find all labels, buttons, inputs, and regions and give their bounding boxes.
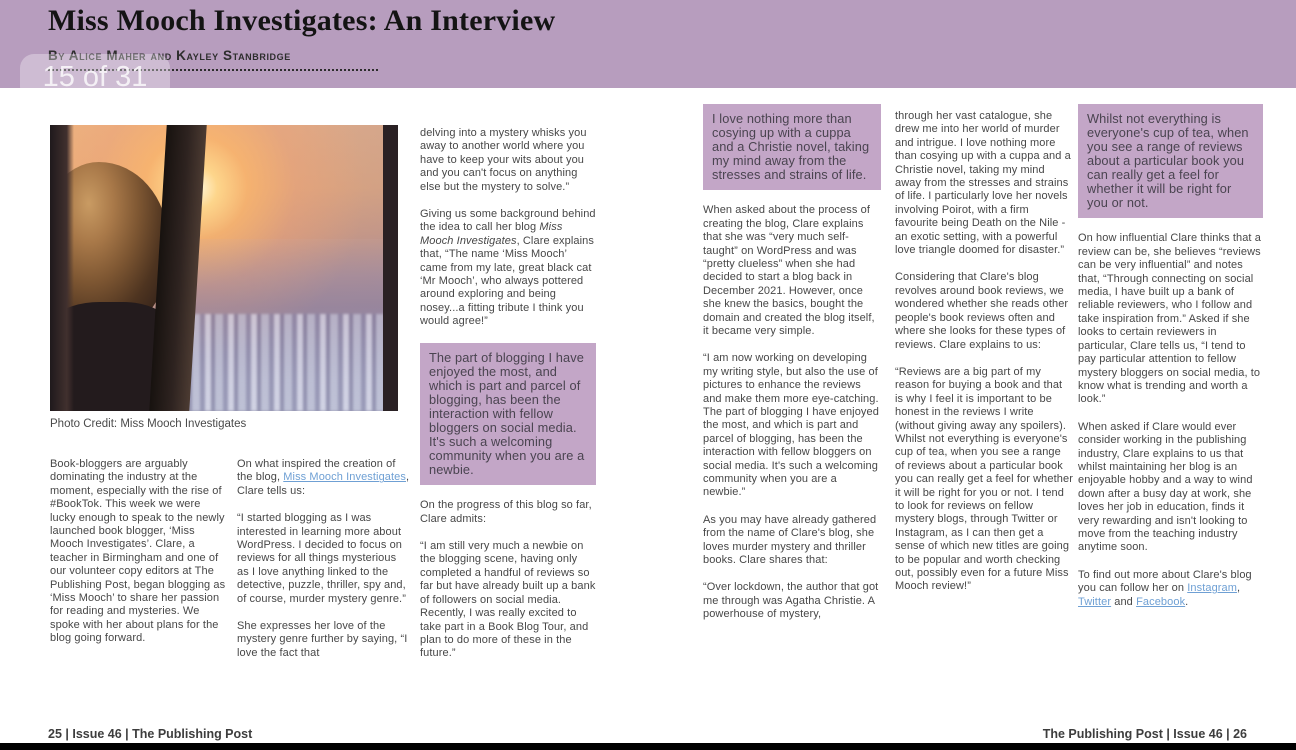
- text-column-1: [50, 458, 226, 660]
- paragraph: “Reviews are a big part of my reason for buying a book and that is why I feel it is important to be honest in the reviews I write (without giving away any spoilers). Whilst not everything is everyone's cup of tea, when you see a range of reviews about a particular book you can really get a feel for whether it will be right for you or not. I tend to look for reviews on fellow mystery blogs, through Twitter or Instagram, as I can then get a sense of which new titles are going to be popular and worth checking out, possibly even for a future Miss Mooch review!”: [895, 365, 1073, 593]
- paragraph: [237, 458, 410, 498]
- paragraph: “I am still very much a newbie on the blogging scene, having only completed a handful of reviews so far but have already built up a bank of followers on social media. Recently, I was really excited to take part in a Book Blog Tour, and plan to do more of these in the future.”: [420, 540, 596, 660]
- window-bar: [383, 125, 398, 411]
- text-column-6: [1078, 104, 1263, 623]
- paragraph: On the progress of this blog so far, Clare admits:: [420, 499, 592, 525]
- pull-quote: I love nothing more than cosying up with a cuppa and a Christie novel, taking my mind away from the stresses and strains of life.: [703, 104, 881, 190]
- text-run: To find out more about Clare's blog you can follow her on: [1078, 568, 1252, 595]
- miss-mooch-investigates-link[interactable]: Miss Mooch Investigates: [283, 471, 407, 484]
- pull-quote: Whilst not everything is everyone's cup of tea, when you see a range of reviews about a particular book you can really get a feel for whether it will be right for you or not.: [1078, 104, 1263, 218]
- article-byline: By Alice Maher and Kayley Stanbridge: [48, 48, 291, 63]
- paragraph: through her vast catalogue, she drew me into her world of murder and intrigue. I love nothing more than cosying up with a cuppa and a Christie novel, taking my mind away from the stresses and strains of life. I particularly love her novels involving Poirot, with a firm favourite being Death on the Nile - an exotic setting, with a powerful love triangle doomed for disaster.”: [895, 110, 1071, 257]
- blog-name-italic: Miss Mooch Investigates: [420, 221, 563, 247]
- facebook-link[interactable]: Facebook: [1136, 595, 1186, 608]
- paragraph: delving into a mystery whisks you away to another world where you have to keep your wits about you and you can't focus on anything else but the mystery to solve.”: [420, 127, 587, 193]
- article-header-band: [0, 0, 1296, 88]
- page-footer-right: The Publishing Post | Issue 46 | 26: [1042, 727, 1247, 741]
- text-run: , Clare tells us:: [237, 471, 410, 497]
- paragraph: [420, 208, 596, 329]
- bottom-bar: [0, 743, 1296, 750]
- city-skyline: [182, 314, 384, 411]
- page-indicator-badge: 15 of 31: [20, 54, 170, 101]
- text-column-5: [895, 110, 1073, 608]
- text-column-2: [237, 458, 410, 674]
- text-run: On what inspired the creation of the blog,: [237, 458, 396, 484]
- paragraph: When asked if Clare would ever consider working in the publishing industry, Clare explains to us that whilst maintaining her blog is an enjoyable hobby and a way to wind down after a busy day at work, she loves her job in education, finds it very rewarding and isn't looking to move from the teaching industry anytime soon.: [1078, 420, 1253, 554]
- article-photo: [50, 125, 398, 411]
- instagram-link[interactable]: Instagram: [1187, 582, 1238, 595]
- text-run: Giving us some background behind the idea to call her blog: [420, 208, 596, 234]
- page-footer-left: 25 | Issue 46 | The Publishing Post: [48, 727, 253, 741]
- paragraph: Considering that Clare's blog revolves around book reviews, we wondered whether she reads other people's book reviews often and where she looks for these types of reviews. Clare explains to us:: [895, 271, 1069, 351]
- paragraph: “I am now working on developing my writing style, but also the use of pictures to enhance the reviews and make them more eye-catching. The part of blogging I have enjoyed the most, and which is part and parcel of blogging, has been the interaction with fellow bloggers on social media. It's such a welcoming community when you are a newbie.”: [703, 352, 879, 499]
- article-title: Miss Mooch Investigates: An Interview: [48, 4, 556, 37]
- paragraph: Book-bloggers are arguably dominating the industry at the moment, especially with the rise of #BookTok. This week we were lucky enough to speak to the newly launched book blogger, ‘Miss Mooch Investigates’. Clare, a teacher in Birmingham and one of our volunteer copy editors at The Publishing Post, began blogging as ‘Miss Mooch’ to share her passion for reading and mysteries. We spoke with her about plans for the blog going forward.: [50, 458, 226, 645]
- text-run: and: [1111, 595, 1137, 608]
- paragraph: “I started blogging as I was interested in learning more about WordPress. I decided to focus on reviews for all things mysterious as I love anything linked to the detective, puzzle, thriller, spy and, of course, murder mystery genre.”: [237, 512, 406, 605]
- photo-credit-caption: Photo Credit: Miss Mooch Investigates: [50, 418, 247, 430]
- paragraph: As you may have already gathered from the name of Clare's blog, she loves murder mystery and thriller books. Clare shares that:: [703, 513, 877, 567]
- window-bar: [50, 125, 74, 411]
- paragraph: [1078, 569, 1263, 609]
- text-run: , Clare explains that, “The name ‘Miss Mooch’ came from my late, great black cat ‘Mr Mooch’, who always pottered around exploring and being nosey...a fitting tribute I think you would agree!”: [420, 234, 594, 328]
- twitter-link[interactable]: Twitter: [1078, 595, 1112, 608]
- text-column-4: [703, 104, 881, 636]
- paragraph: When asked about the process of creating the blog, Clare explains that she was “very much self-taught” on WordPress and was “pretty clueless” when she had decided to start a blog back in December 2021. However, once she knew the basics, bought the domain and created the blog itself, it became very simple.: [703, 204, 875, 337]
- paragraph: She expresses her love of the mystery genre further by saying, “I love the fact that: [237, 620, 408, 659]
- paragraph: “Over lockdown, the author that got me through was Agatha Christie. A powerhouse of mystery,: [703, 581, 879, 621]
- paragraph: On how influential Clare thinks that a review can be, she believes “reviews can be very influential” and notes that, “Through connecting on social media, I have built up a bank of reliable reviewers, who I follow and take inspiration from.” Asked if she looks to certain reviewers in particular, Clare tells us, “I tend to pay particular attention to fellow mystery bloggers on social media, to know what is trending and worth a look.”: [1078, 232, 1261, 406]
- text-column-3: [420, 127, 596, 675]
- pull-quote: The part of blogging I have enjoyed the most, and which is part and parcel of blogging, has been the interaction with fellow bloggers on social media. It's such a welcoming community when you are a newbie.: [420, 343, 596, 486]
- text-run: .: [1185, 595, 1189, 608]
- text-run: ,: [1237, 582, 1241, 595]
